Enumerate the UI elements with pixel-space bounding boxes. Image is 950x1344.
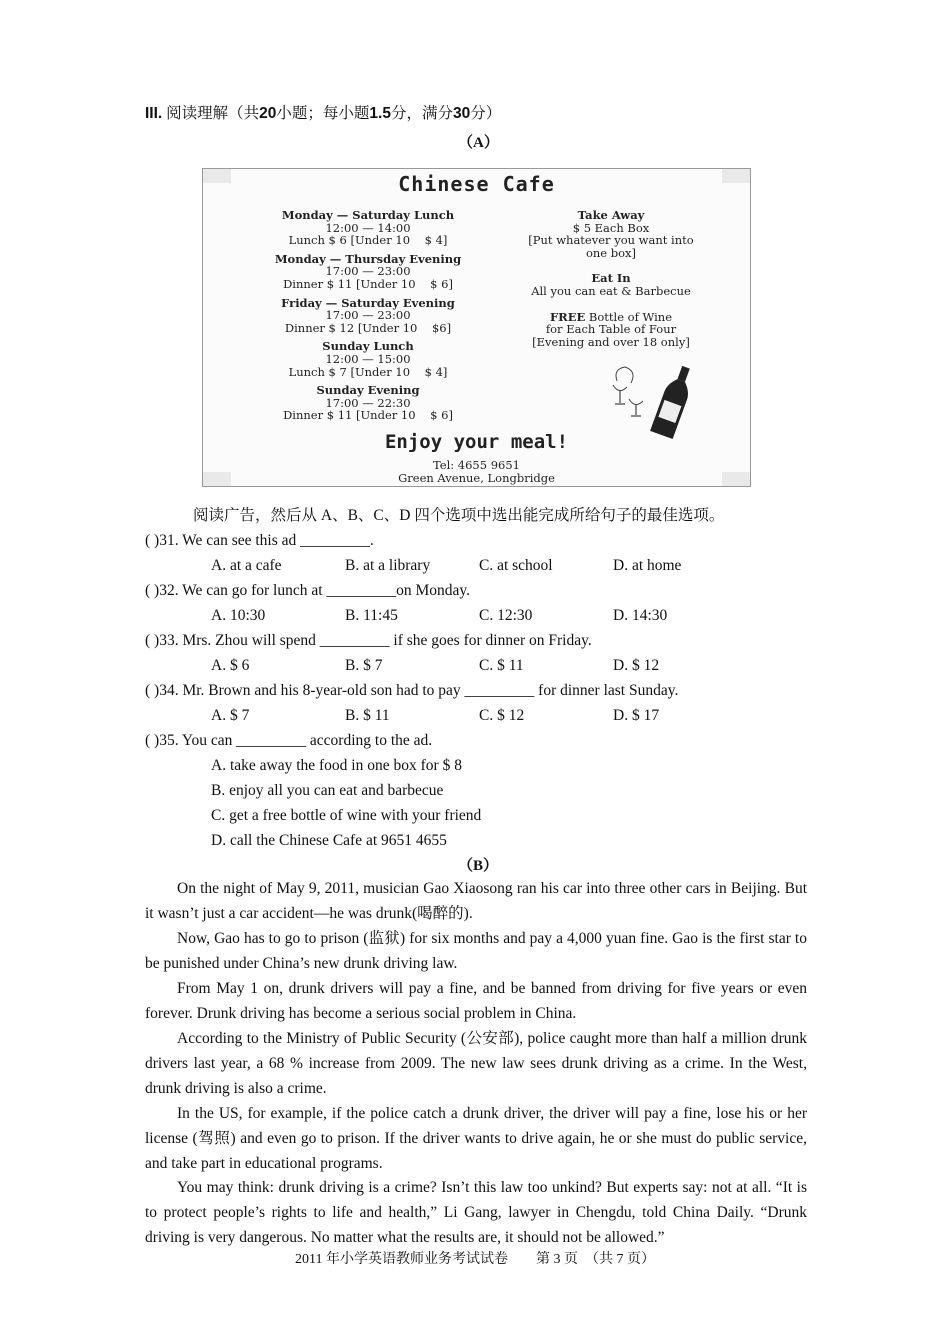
section-roman: III.: [145, 105, 163, 122]
ad-menu-block: [243, 384, 493, 422]
answer-option: C. $ 12: [479, 707, 525, 724]
ad-takeaway-line: $ 5 Each Box: [572, 220, 650, 235]
ad-address: Green Avenue, Longbridge: [398, 470, 555, 485]
question-stem: ( )35. You can _________ according to the ad.: [145, 732, 433, 749]
passage-paragraph: On the night of May 9, 2011, musician Gao Xiaosong ran his car into three other cars in Beijing. But it wasn’t just a car accident—he was drunk(喝醉的).: [145, 880, 807, 922]
ad-eatin: [499, 272, 723, 297]
answer-option: D. call the Chinese Cafe at 9651 4655: [211, 832, 447, 849]
ad-menu-heading: Sunday Lunch: [322, 339, 414, 354]
passage-paragraph: In the US, for example, if the police catch a drunk driver, the driver will pay a fine, lose his or her license (驾照) and even go to prison. If the driver wants to drive again, he or she must do public service, and take part in educational programs.: [145, 1105, 807, 1172]
answer-option: A. take away the food in one box for $ 8: [211, 757, 462, 774]
section-text-3: 分，满分: [390, 105, 453, 122]
passage-paragraph: According to the Ministry of Public Security (公安部), police caught more than half a million drunk drivers last year, a 68 % increase from 2009. The new law sees drunk driving as a crime. In the West, drunk driving is also a crime.: [145, 1030, 807, 1097]
passage-paragraph: You may think: drunk driving is a crime? Isn’t this law too unkind? But experts say: not at all. “It is to protect people’s rights to life and health,” Li Gang, lawyer in Chengdu, told China Daily. “Drunk driving is very dangerous. No matter what the results are, it should not be allowed.”: [145, 1179, 807, 1246]
answer-option: A. at a cafe: [211, 557, 282, 574]
answer-option: B. at a library: [345, 557, 431, 574]
answer-option: A. 10:30: [211, 607, 266, 624]
question-stem: ( )32. We can go for lunch at _________on Monday.: [145, 582, 471, 599]
ad-title: Chinese Cafe: [398, 172, 555, 196]
answer-option: B. $ 11: [345, 707, 390, 724]
answer-option: C. at school: [479, 557, 553, 574]
answer-option: A. $ 6: [211, 657, 250, 674]
ad-free-rest: Bottle of Wine: [585, 309, 673, 324]
ad-menu-price: Dinner $ 11 [Under 10 $ 6]: [283, 276, 453, 291]
part-a-label: （A）: [458, 135, 499, 151]
passage-paragraph: Now, Gao has to go to prison (监狱) for six months and pay a 4,000 yuan fine. Gao is the first star to be punished under China’s new drunk driving law.: [145, 930, 807, 972]
ad-menu-block: [243, 209, 493, 247]
ad-menu-price: Lunch $ 7 [Under 10 $ 4]: [288, 364, 448, 379]
ad-menu-block: [243, 297, 493, 335]
instruction: 阅读广告，然后从 A、B、C、D 四个选项中选出能完成所给句子的最佳选项。: [193, 507, 725, 524]
answer-option: C. $ 11: [479, 657, 524, 674]
section-points-each: 1.5: [369, 105, 391, 122]
ad-menu-time: 12:00 — 14:00: [325, 220, 411, 235]
passage-paragraph: From May 1 on, drunk drivers will pay a fine, and be banned from driving for five years or even forever. Drunk driving has become a serious social problem in China.: [145, 980, 807, 1022]
ad-free-line: [Evening and over 18 only]: [532, 334, 690, 349]
answer-option: B. $ 7: [345, 657, 383, 674]
ad-takeaway-line: [Put whatever you want into: [528, 233, 694, 248]
ad-menu-times: [243, 209, 493, 428]
answer-option: B. 11:45: [345, 607, 398, 624]
answer-option: C. 12:30: [479, 607, 533, 624]
ad-menu-heading: Friday — Saturday Evening: [281, 295, 455, 310]
question-stem: ( )31. We can see this ad _________.: [145, 532, 374, 549]
ad-takeaway: [499, 209, 723, 259]
answer-option: D. $ 12: [613, 657, 660, 674]
answer-option: B. enjoy all you can eat and barbecue: [211, 782, 444, 799]
section-total: 30: [452, 105, 471, 122]
cafe-advertisement: [202, 168, 751, 487]
ad-free-bold: FREE: [549, 309, 586, 324]
answer-option: D. $ 17: [613, 707, 660, 724]
answer-option: C. get a free bottle of wine with your friend: [211, 807, 482, 824]
ad-contact: [203, 459, 750, 484]
ad-menu-block: [243, 253, 493, 291]
ad-menu-heading: Monday — Saturday Lunch: [281, 208, 455, 222]
ad-takeaway-heading: Take Away: [577, 208, 645, 222]
section-text-4: 分）: [470, 105, 502, 122]
ad-enjoy: Enjoy your meal!: [384, 431, 569, 453]
ad-menu-time: 17:00 — 23:00: [325, 264, 411, 279]
ad-menu-time: 12:00 — 15:00: [325, 351, 411, 366]
answer-option: A. $ 7: [211, 707, 250, 724]
ad-menu-block: [243, 340, 493, 378]
ad-eatin-line: All you can eat & Barbecue: [531, 283, 691, 298]
section-header: [145, 104, 501, 124]
answer-option: D. at home: [613, 557, 682, 574]
ad-services: [499, 209, 723, 361]
section-text-2: 小题；每小题: [276, 105, 370, 122]
ad-menu-time: 17:00 — 23:00: [325, 308, 411, 323]
ad-menu-time: 17:00 — 22:30: [325, 395, 411, 410]
ad-menu-price: Dinner $ 12 [Under 10 $6]: [284, 320, 452, 335]
ad-menu-price: Dinner $ 11 [Under 10 $ 6]: [283, 408, 453, 423]
section-count: 20: [259, 105, 277, 122]
answer-option: D. 14:30: [613, 607, 668, 624]
part-b-label: （B）: [458, 858, 499, 874]
ad-menu-heading: Sunday Evening: [316, 383, 420, 398]
ad-free-wine: [499, 311, 723, 349]
page-footer: 2011 年小学英语教师业务考试试卷 第 3 页 （共 7 页）: [295, 1252, 655, 1267]
ad-menu-heading: Monday — Thursday Evening: [274, 251, 462, 266]
ad-tel: Tel: 4655 9651: [433, 458, 520, 472]
ad-menu-price: Lunch $ 6 [Under 10 $ 4]: [288, 233, 448, 248]
ad-eatin-heading: Eat In: [591, 271, 631, 286]
section-text-1: 阅读理解（共: [166, 105, 260, 122]
question-stem: ( )34. Mr. Brown and his 8-year-old son had to pay _________ for dinner last Sunday.: [145, 682, 679, 699]
ad-takeaway-line: one box]: [585, 245, 637, 260]
question-stem: ( )33. Mrs. Zhou will spend _________ if she goes for dinner on Friday.: [145, 632, 592, 649]
wine-bottle-icon: [603, 361, 703, 441]
ad-free-line: for Each Table of Four: [545, 322, 677, 337]
